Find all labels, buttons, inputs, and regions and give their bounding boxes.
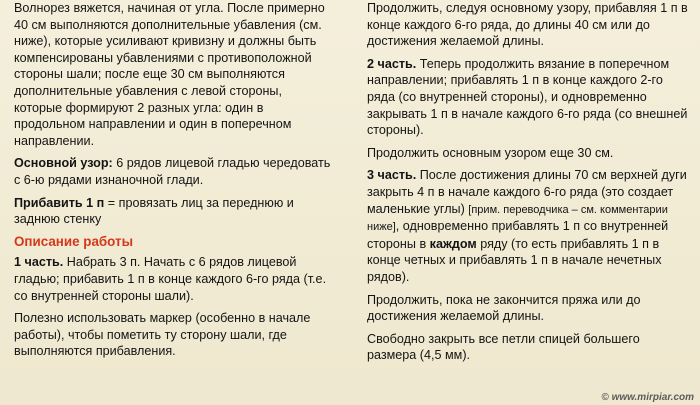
part1-label: 1 часть.	[14, 255, 64, 270]
continue2-paragraph: Продолжить основным узором еще 30 см.	[367, 145, 614, 160]
continue3-paragraph: Продолжить, пока не закончится пряжа или до достижения желаемой длины.	[367, 292, 641, 324]
bindoff-paragraph: Свободно закрыть все петли спицей большего размера (4,5 мм).	[367, 331, 640, 363]
part3-text-b: , одновременно прибавлять 1 п со внутренней стороны в	[367, 219, 669, 251]
increase-text: = провязать лиц за переднюю и заднюю стенку	[14, 195, 294, 227]
right-column	[367, 0, 689, 370]
section-heading: Описание работы	[14, 233, 134, 249]
intro-paragraph: Волнорез вяжется, начиная от угла. После примерно 40 см выполняются дополнительные убавления (см. ниже), которые усиливают кривизну и должны быть компенсированы убавлениями с противоположной стороны шали; после еще 30 см выполняются дополнительные убавления с левой стороны, которые формируют 2 разных угла: один в продольном направлении и один в поперечном направлении.	[14, 1, 325, 148]
pattern-paragraph	[14, 155, 332, 188]
translator-note: [прим. переводчика – см. комментарии ниже]	[367, 203, 668, 234]
watermark: © www.mirpiar.com	[601, 392, 694, 403]
part3-text-a: После достижения длины 70 см верхней дуги закрыть 4 п в начале каждого 6-го ряда (это создает маленькие углы)	[367, 168, 687, 216]
left-column	[14, 0, 332, 366]
part2-text: Теперь продолжить вязание в поперечном направлении; прибавлять 1 п в конце каждого 2-го ряда (со внутренней стороны), и одновременно закрывать 1 п в начале каждого 6-го ряда (со внешней стороны).	[367, 56, 688, 138]
part3-emphasis: каждом	[429, 236, 477, 251]
continue1-paragraph: Продолжить, следуя основному узору, прибавляя 1 п в конце каждого 6-го ряда, до длины 40 см или до достижения желаемой длины.	[367, 1, 688, 49]
increase-label: Прибавить 1 п	[14, 195, 105, 210]
part3-label: 3 часть.	[367, 168, 417, 183]
pattern-label: Основной узор:	[14, 156, 113, 171]
part1-text: Набрать 3 п. Начать с 6 рядов лицевой гладью; прибавить 1 п в конце каждого 6-го ряда (т.е. со внутренней стороны шали).	[14, 255, 327, 303]
part2-label: 2 часть.	[367, 56, 417, 71]
marker-paragraph: Полезно использовать маркер (особенно в начале работы), чтобы пометить ту сторону шали, где выполняются прибавления.	[14, 311, 311, 359]
part1-paragraph	[14, 254, 332, 304]
part3-paragraph	[367, 167, 689, 285]
pattern-text: 6 рядов лицевой гладью чередовать с 6-ю рядами изнаночной глади.	[14, 156, 331, 187]
increase-paragraph	[14, 195, 332, 228]
part2-paragraph	[367, 56, 689, 139]
part3-text-c: ряду (то есть прибавлять 1 п в конце четных и прибавлять 1 п в начале нечетных рядов).	[367, 236, 662, 284]
